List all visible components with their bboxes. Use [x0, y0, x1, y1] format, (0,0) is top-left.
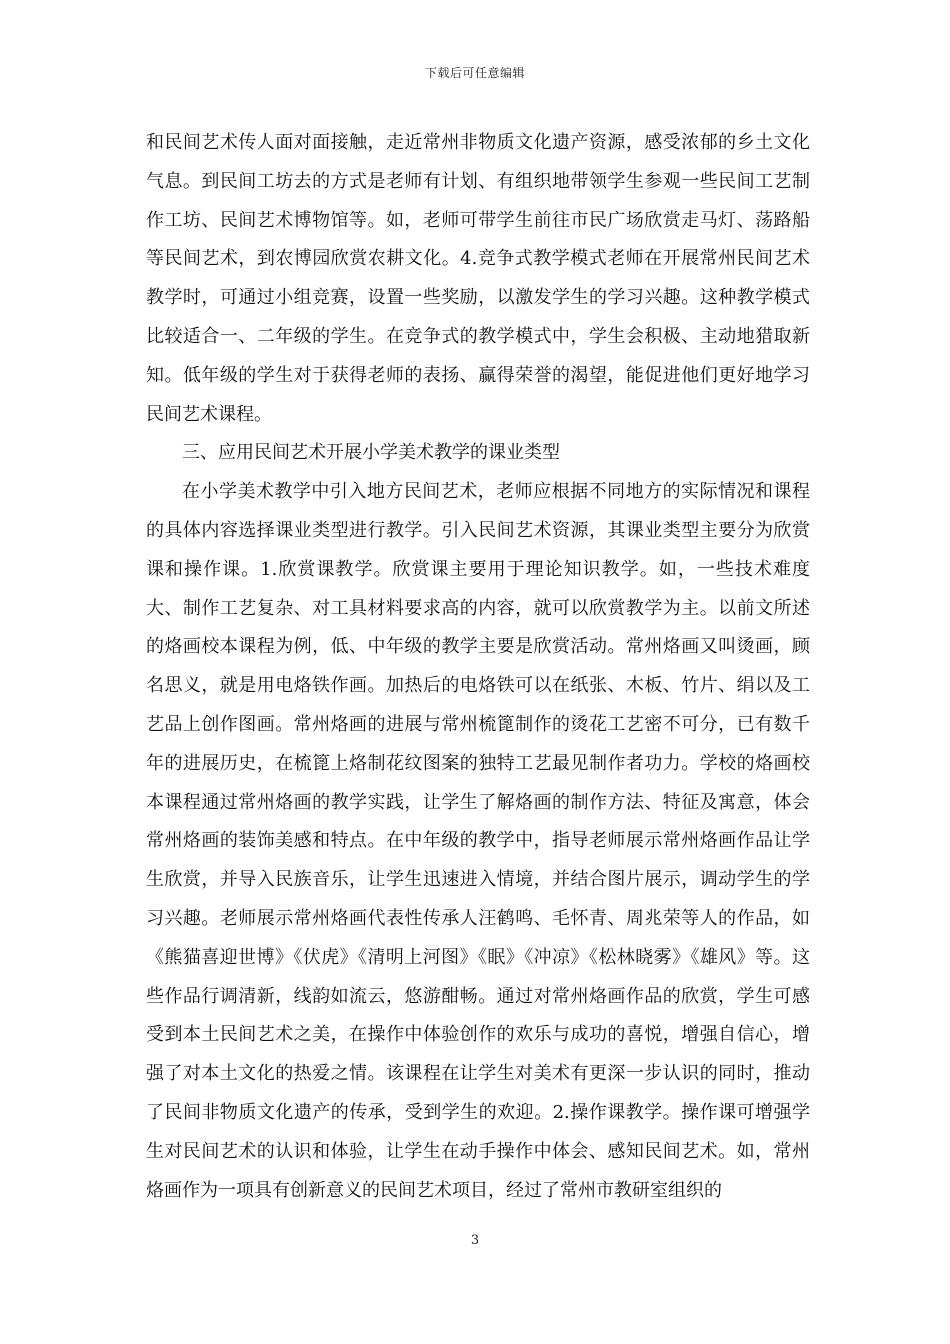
body-paragraph-1: 和民间艺术传人面对面接触，走近常州非物质文化遗产资源，感受浓郁的乡土文化气息。到民间工坊去的方式是老师有计划、有组织地带领学生参观一些民间工艺制作工坊、民间艺术博物馆等。如，老师可带学生前往市民广场欣赏走马灯、荡路船等民间艺术，到农博园欣赏农耕文化。4.竞争式教学模式老师在开展常州民间艺术教学时，可通过小组竞赛，设置一些奖励，以激发学生的学习兴趣。这种教学模式比较适合一、二年级的学生。在竞争式的教学模式中，学生会积极、主动地猎取新知。低年级的学生对于获得老师的表扬、赢得荣誉的渴望，能促进他们更好地学习民间艺术课程。 — [146, 132, 810, 425]
page-number: 3 — [470, 1233, 480, 1248]
section-heading: 三、应用民间艺术开展小学美术教学的课业类型 — [182, 442, 560, 464]
document-body — [146, 124, 810, 1210]
body-paragraph-2: 在小学美术教学中引入地方民间艺术，老师应根据不同地方的实际情况和课程的具体内容选择课业类型进行教学。引入民间艺术资源，其课业类型主要分为欣赏课和操作课。1.欣赏课教学。欣赏课主要用于理论知识教学。如，一些技术难度大、制作工艺复杂、对工具材料要求高的内容，就可以欣赏教学为主。以前文所述的烙画校本课程为例，低、中年级的教学主要是欣赏活动。常州烙画又叫烫画，顾名思义，就是用电烙铁作画。加热后的电烙铁可以在纸张、木板、竹片、绢以及工艺品上创作图画。常州烙画的进展与常州梳篦制作的烫花工艺密不可分，已有数千年的进展历史，在梳篦上烙制花纹图案的独特工艺最见制作者功力。学校的烙画校本课程通过常州烙画的教学实践，让学生了解烙画的制作方法、特征及寓意，体会常州烙画的装饰美感和特点。在中年级的教学中，指导老师展示常州烙画作品让学生欣赏，并导入民族音乐，让学生迅速进入情境，并结合图片展示，调动学生的学习兴趣。老师展示常州烙画代表性传承人汪鹤鸣、毛怀青、周兆荣等人的作品，如《熊猫喜迎世博》《伏虎》《清明上河图》《眠》《冲凉》《松林晓雾》《雄风》等。这些作品行调清新，线韵如流云，悠游酣畅。通过对常州烙画作品的欣赏，学生可感受到本土民间艺术之美，在操作中体验创作的欢乐与成功的喜悦，增强自信心，增强了对本土文化的热爱之情。该课程在让学生对美术有更深一步认识的同时，推动了民间非物质文化遗产的传承，受到学生的欢迎。2.操作课教学。操作课可增强学生对民间艺术的认识和体验，让学生在动手操作中体会、感知民间艺术。如，常州烙画作为一项具有创新意义的民间艺术项目，经过了常州市教研室组织的 — [146, 481, 810, 1201]
page-header: 下载后可任意编辑 — [424, 66, 525, 80]
